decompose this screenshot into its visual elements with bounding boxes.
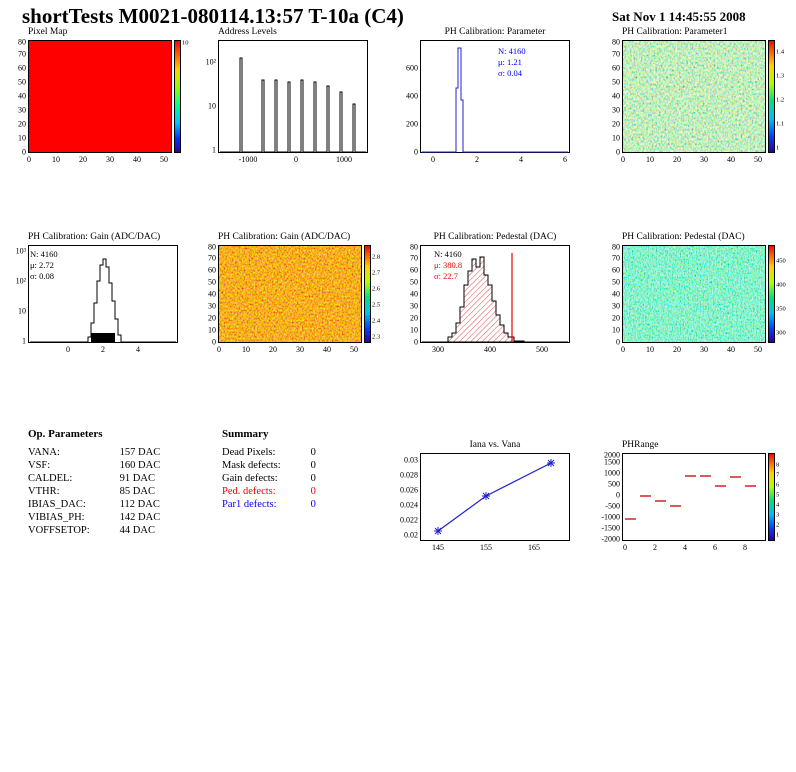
axis-y-tick: 60 xyxy=(410,265,418,275)
axis-y-tick: 0 xyxy=(616,490,620,500)
axis-x-tick: 300 xyxy=(432,345,444,354)
chart-pedestal-hist xyxy=(410,232,570,354)
stat-mu: μ: 2.72 xyxy=(30,260,54,270)
axis-y-tick: 30 xyxy=(410,301,418,311)
pedestal-colorbar xyxy=(768,245,775,343)
chart-title: PH Calibration: Gain (ADC/DAC) xyxy=(28,232,161,242)
axis-y-tick: 60 xyxy=(18,63,26,73)
axis-y-tick: 60 xyxy=(208,265,216,275)
axis-x-tick: 10 xyxy=(52,155,60,164)
axis-x-tick: 50 xyxy=(350,345,358,354)
axis-y-tick: 0.02 xyxy=(404,530,418,540)
axis-y-tick: 80 xyxy=(208,242,216,252)
colorbar-tick: 2.5 xyxy=(372,301,381,309)
param-key: VOFFSETOP: xyxy=(28,525,90,536)
axis-y-tick: 0.03 xyxy=(404,455,418,465)
axis-x-tick: 8 xyxy=(743,543,747,552)
stat-sigma: σ: 0.08 xyxy=(30,271,54,281)
axis-y-tick: 10² xyxy=(205,57,216,67)
colorbar-tick: 400 xyxy=(776,281,786,289)
axis-x-tick: 50 xyxy=(754,155,762,164)
chart-ph-parameter1 xyxy=(612,27,785,164)
axis-x-tick: 30 xyxy=(700,345,708,354)
summary-value: 0 xyxy=(310,473,316,484)
colorbar-tick: 8 xyxy=(776,461,780,469)
axis-x-tick: 40 xyxy=(323,345,331,354)
axis-y-tick: 30 xyxy=(208,301,216,311)
param-key: CALDEL: xyxy=(28,473,73,484)
axis-y-tick: 500 xyxy=(608,479,620,489)
stat-sigma: σ: 0.04 xyxy=(498,68,522,78)
pixel-map-colorbar xyxy=(174,40,181,153)
axis-y-tick: 20 xyxy=(410,313,418,323)
chart-title: Address Levels xyxy=(218,27,277,37)
parameter1-colorbar xyxy=(768,40,775,153)
axis-y-tick: 10 xyxy=(208,325,216,335)
axis-y-tick: 20 xyxy=(208,313,216,323)
axis-y-tick: 70 xyxy=(612,49,620,59)
stat-sigma: σ: 22.7 xyxy=(434,271,458,281)
summary-key: Gain defects: xyxy=(222,473,278,484)
axis-y-tick: 40 xyxy=(612,91,620,101)
axis-y-tick: 70 xyxy=(612,253,620,263)
axis-y-tick: 30 xyxy=(612,301,620,311)
axis-y-tick: 30 xyxy=(612,105,620,115)
chart-title: Iana vs. Vana xyxy=(469,440,521,450)
axis-y-tick: 40 xyxy=(208,289,216,299)
axis-y-tick: 20 xyxy=(612,119,620,129)
axis-x-tick: 0 xyxy=(217,345,221,354)
axis-y-tick: 60 xyxy=(612,265,620,275)
axis-x-tick: 0 xyxy=(621,155,625,164)
axis-x-tick: 40 xyxy=(727,155,735,164)
chart-pixel-map xyxy=(18,27,189,164)
stats-box-gain xyxy=(30,249,58,282)
axis-x-tick: 0 xyxy=(27,155,31,164)
axis-y-tick: 1000 xyxy=(604,468,620,478)
param-key: IBIAS_DAC: xyxy=(28,499,86,510)
chart-title: PH Calibration: Pedestal (DAC) xyxy=(433,232,557,242)
axis-y-tick: 600 xyxy=(406,63,418,73)
colorbar-tick: 2.7 xyxy=(372,269,381,277)
chart-ph-parameter xyxy=(406,27,570,164)
summary-key: Dead Pixels: xyxy=(222,447,276,458)
pedestal-heatmap xyxy=(623,246,765,342)
axis-x-tick: 10 xyxy=(242,345,250,354)
axis-y-tick: 50 xyxy=(612,277,620,287)
axis-y-tick: 80 xyxy=(612,242,620,252)
axis-x-tick: 1000 xyxy=(336,155,352,164)
parameter1-heatmap xyxy=(623,41,765,152)
axis-y-tick: 70 xyxy=(208,253,216,263)
axis-x-tick: 0 xyxy=(621,345,625,354)
axis-x-tick: 40 xyxy=(133,155,141,164)
colorbar-tick: 1 xyxy=(776,144,780,152)
colorbar-tick: 450 xyxy=(776,257,786,265)
param-key: VSF: xyxy=(28,460,51,471)
chart-gain-hist xyxy=(15,232,178,354)
axis-y-tick: 50 xyxy=(18,77,26,87)
header-date: Sat Nov 1 14:45:55 2008 xyxy=(612,9,746,24)
axis-x-tick: 155 xyxy=(480,543,492,552)
colorbar-tick: 350 xyxy=(776,305,786,313)
chart-iana-vs-vana xyxy=(400,440,570,552)
axis-y-tick: 0 xyxy=(414,337,418,347)
colorbar-tick: 3 xyxy=(776,511,780,519)
axis-y-tick: 50 xyxy=(208,277,216,287)
axis-x-tick: 10 xyxy=(646,345,654,354)
axis-y-tick: 2000 xyxy=(604,450,620,460)
stats-box-ph-parameter xyxy=(498,46,526,79)
summary-value: 0 xyxy=(310,447,316,458)
axis-y-tick: 0 xyxy=(616,147,620,157)
stat-n: N: 4160 xyxy=(434,249,462,259)
axis-y-tick: 80 xyxy=(410,242,418,252)
axis-y-tick: 50 xyxy=(612,77,620,87)
axis-y-tick: 10 xyxy=(410,325,418,335)
axis-y-tick: 10 xyxy=(208,101,216,111)
colorbar-tick: 300 xyxy=(776,329,786,337)
axis-y-tick: -1000 xyxy=(601,512,620,522)
param-key: VIBIAS_PH: xyxy=(28,512,85,523)
param-value: 112 DAC xyxy=(119,499,160,510)
axis-y-tick: 200 xyxy=(406,119,418,129)
phrange-colorbar xyxy=(768,453,775,541)
table-row xyxy=(28,511,160,524)
stat-n: N: 4160 xyxy=(30,249,58,259)
iana-plot xyxy=(420,453,570,541)
axis-y-tick: -2000 xyxy=(601,534,620,544)
axis-x-tick: 50 xyxy=(754,345,762,354)
param-value: 44 DAC xyxy=(119,525,155,536)
axis-x-tick: 10 xyxy=(646,155,654,164)
gain-heatmap xyxy=(219,246,361,342)
axis-x-tick: 30 xyxy=(106,155,114,164)
axis-x-tick: 4 xyxy=(519,155,523,164)
summary-value: 0 xyxy=(310,499,316,510)
axis-x-tick: 165 xyxy=(528,543,540,552)
chart-gain-map xyxy=(208,232,381,354)
summary-value: 0 xyxy=(310,486,316,497)
colorbar-tick: 2.6 xyxy=(372,285,381,293)
axis-y-tick: 1500 xyxy=(604,457,620,467)
axis-y-tick: 0.022 xyxy=(400,515,418,525)
axis-y-tick: 10² xyxy=(15,276,26,286)
axis-x-tick: 20 xyxy=(269,345,277,354)
chart-title: PH Calibration: Parameter xyxy=(444,27,546,37)
axis-x-tick: 4 xyxy=(683,543,687,552)
axis-y-tick: -500 xyxy=(605,501,620,511)
axis-y-tick: 80 xyxy=(612,37,620,47)
summary-key: Ped. defects: xyxy=(222,486,276,497)
pixel-map-image xyxy=(29,41,171,152)
summary-table xyxy=(222,428,316,511)
axis-x-tick: 145 xyxy=(432,543,444,552)
chart-title: PH Calibration: Parameter1 xyxy=(622,27,728,37)
axis-y-tick: 40 xyxy=(410,289,418,299)
chart-address-levels xyxy=(205,27,368,164)
axis-x-tick: 0 xyxy=(294,155,298,164)
colorbar-tick: 2.8 xyxy=(372,253,381,261)
op-parameters-table xyxy=(28,428,160,537)
axis-x-tick: 2 xyxy=(101,345,105,354)
colorbar-tick: 1 xyxy=(776,531,780,539)
axis-y-tick: 40 xyxy=(612,289,620,299)
axis-x-tick: 400 xyxy=(484,345,496,354)
axis-y-tick: 70 xyxy=(18,49,26,59)
axis-x-tick: 20 xyxy=(673,345,681,354)
axis-y-tick: 0.028 xyxy=(400,470,418,480)
table-row xyxy=(28,485,160,498)
axis-y-tick: 10 xyxy=(18,133,26,143)
table-row xyxy=(28,524,160,537)
param-key: VANA: xyxy=(28,447,60,458)
op-parameters-heading: Op. Parameters xyxy=(28,428,103,440)
colorbar-tick: 1.3 xyxy=(776,72,785,80)
axis-y-tick: 0 xyxy=(212,337,216,347)
axis-x-tick: 30 xyxy=(296,345,304,354)
axis-x-tick: 40 xyxy=(727,345,735,354)
table-row xyxy=(222,498,316,511)
axis-x-tick: 20 xyxy=(79,155,87,164)
table-row xyxy=(222,472,316,485)
table-row xyxy=(28,446,160,459)
axis-y-tick: 50 xyxy=(410,277,418,287)
axis-x-tick: 4 xyxy=(136,345,140,354)
axis-x-tick: 0 xyxy=(623,543,627,552)
chart-title: PH Calibration: Gain (ADC/DAC) xyxy=(218,232,351,242)
colorbar-tick: 2.3 xyxy=(372,333,381,341)
axis-y-tick: 0.026 xyxy=(400,485,418,495)
axis-y-tick: 20 xyxy=(18,119,26,129)
axis-y-tick: 80 xyxy=(18,37,26,47)
axis-y-tick: 10 xyxy=(18,306,26,316)
colorbar-tick: 1.1 xyxy=(776,120,785,128)
table-row xyxy=(222,459,316,472)
table-row xyxy=(28,498,160,511)
axis-x-tick: 50 xyxy=(160,155,168,164)
stat-n: N: 4160 xyxy=(498,46,526,56)
axis-x-tick: 2 xyxy=(653,543,657,552)
colorbar-tick: 2.4 xyxy=(372,317,381,325)
param-value: 157 DAC xyxy=(119,447,161,458)
chart-pedestal-map xyxy=(612,232,786,354)
axis-y-tick: 20 xyxy=(612,313,620,323)
param-value: 91 DAC xyxy=(119,473,155,484)
axis-x-tick: 6 xyxy=(713,543,717,552)
summary-value: 0 xyxy=(310,460,316,471)
phrange-plot xyxy=(622,453,766,541)
axis-x-tick: 0 xyxy=(66,345,70,354)
axis-y-tick: 30 xyxy=(18,105,26,115)
colorbar-label: 10 xyxy=(182,39,189,47)
axis-x-tick: 500 xyxy=(536,345,548,354)
colorbar-tick: 7 xyxy=(776,471,780,479)
param-key: VTHR: xyxy=(28,486,60,497)
axis-y-tick: 1 xyxy=(22,336,26,346)
param-value: 85 DAC xyxy=(119,486,155,497)
table-row xyxy=(222,485,316,498)
colorbar-tick: 6 xyxy=(776,481,780,489)
address-levels-plot xyxy=(218,40,368,153)
axis-x-tick: 30 xyxy=(700,155,708,164)
axis-x-tick: 6 xyxy=(563,155,567,164)
colorbar-tick: 2 xyxy=(776,521,780,529)
stats-box-pedestal xyxy=(434,249,462,282)
axis-y-tick: -1500 xyxy=(601,523,620,533)
colorbar-tick: 5 xyxy=(776,491,780,499)
axis-y-tick: 1 xyxy=(212,145,216,155)
axis-y-tick: 0 xyxy=(414,147,418,157)
axis-y-tick: 40 xyxy=(18,91,26,101)
param-value: 160 DAC xyxy=(119,460,161,471)
ph-parameter-plot xyxy=(420,40,570,153)
axis-y-tick: 10 xyxy=(612,325,620,335)
stat-mu: μ: 380.8 xyxy=(434,260,463,270)
axis-y-tick: 0 xyxy=(616,337,620,347)
page-title: shortTests M0021-080114.13:57 T-10a (C4) xyxy=(22,4,404,28)
param-value: 142 DAC xyxy=(119,512,161,523)
axis-x-tick: 0 xyxy=(431,155,435,164)
axis-y-tick: 70 xyxy=(410,253,418,263)
axis-y-tick: 60 xyxy=(612,63,620,73)
chart-title: Pixel Map xyxy=(28,27,68,37)
axis-y-tick: 0 xyxy=(22,147,26,157)
axis-y-tick: 400 xyxy=(406,91,418,101)
colorbar-tick: 1.2 xyxy=(776,96,785,104)
chart-phrange xyxy=(601,440,780,552)
table-row xyxy=(222,446,316,459)
axis-x-tick: 2 xyxy=(475,155,479,164)
summary-heading: Summary xyxy=(222,428,269,440)
axis-y-tick: 0.024 xyxy=(400,500,418,510)
table-row xyxy=(28,472,160,485)
chart-title: PHRange xyxy=(622,440,659,450)
axis-x-tick: -1000 xyxy=(238,155,258,164)
summary-key: Mask defects: xyxy=(222,460,281,471)
stat-mu: μ: 1.21 xyxy=(498,57,522,67)
axis-y-tick: 10³ xyxy=(15,246,26,256)
axis-y-tick: 10 xyxy=(612,133,620,143)
summary-key: Par1 defects: xyxy=(222,499,277,510)
colorbar-tick: 1.4 xyxy=(776,48,785,56)
colorbar-tick: 4 xyxy=(776,501,780,509)
chart-title: PH Calibration: Pedestal (DAC) xyxy=(622,232,745,242)
gain-colorbar xyxy=(364,245,371,343)
table-row xyxy=(28,459,160,472)
axis-x-tick: 20 xyxy=(673,155,681,164)
